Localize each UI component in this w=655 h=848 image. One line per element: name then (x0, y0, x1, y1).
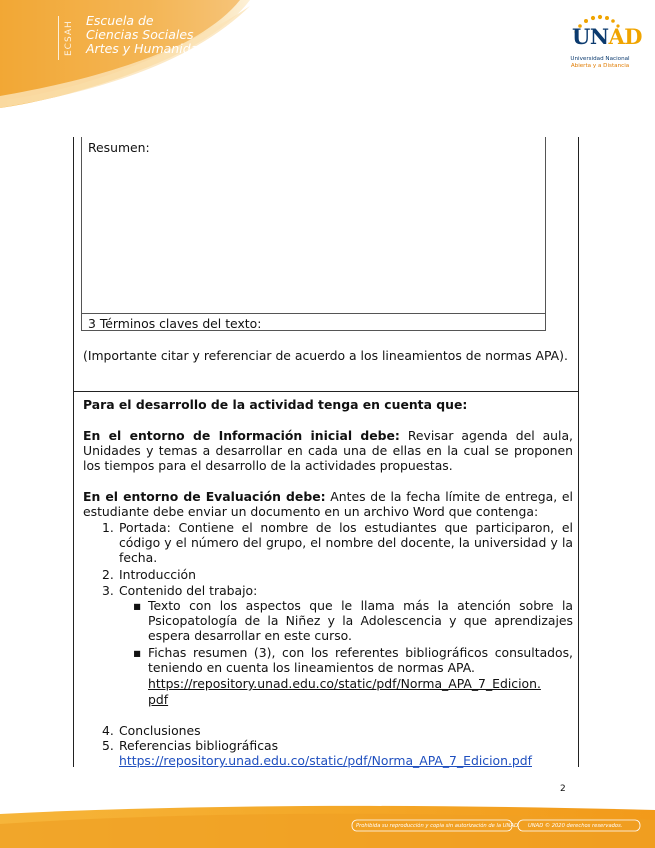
info-text: Revisar agenda del aula, Unidades y temas a desarrollar en cada una de ellas en la cual se proponen los tiempos para el desarrollo de la actividades propuestas. (83, 428, 574, 473)
list-item-2: Introducción (119, 567, 196, 582)
bullet-item-1: Texto con los aspectos que le llama más la atención sobre la Psicopatología de la Niñez y la Adolescencia y que aprendizajes espera desarrollar en este curso. (148, 598, 573, 643)
footer-notice-left: Prohibida su reproducción y copia sin autorización de la UNAD. (356, 823, 520, 829)
apa-reference-link[interactable]: https://repository.unad.edu.co/static/pdf/Norma_APA_7_Edicion.pdf (119, 753, 532, 768)
bullet-dot-1: ▪ (133, 598, 142, 613)
list-item-3: Contenido del trabajo: (119, 583, 258, 598)
consider-heading: Para el desarrollo de la actividad tenga en cuenta que: (83, 397, 468, 412)
apa-link-bullet-line1[interactable]: https://repository.unad.edu.co/static/pdf/Norma_APA_7_Edicion. (148, 676, 541, 691)
list-num-5: 5. (102, 738, 114, 753)
unad-logo-text (572, 24, 642, 49)
bullet-item-2: Fichas resumen (3), con los referentes bibliográficos consultados, teniendo en cuenta los lineamientos de normas APA. (148, 645, 573, 675)
apa-note: (Importante citar y referenciar de acuerdo a los lineamientos de normas APA). (83, 348, 568, 363)
unad-logo-ad: AD (608, 24, 643, 49)
info-paragraph (83, 428, 573, 473)
list-num-4: 4. (102, 723, 114, 738)
school-name-line3: Artes y Humanidades (86, 41, 221, 56)
list-item-4: Conclusiones (119, 723, 201, 738)
school-name-line1: Escuela de (86, 13, 154, 28)
resumen-separator (81, 313, 546, 314)
bullet-dot-2: ▪ (133, 645, 142, 660)
eval-text: Antes de la fecha límite de entrega, el estudiante debe enviar un documento en un archivo Word que contenga: (83, 489, 573, 519)
school-name-line2: Ciencias Sociales (86, 27, 194, 42)
list-item-5: Referencias bibliográficas (119, 738, 279, 753)
list-num-1: 1. (102, 520, 114, 535)
apa-link-bullet-line2[interactable]: pdf (148, 692, 169, 707)
eval-paragraph (83, 489, 573, 519)
unad-logo-subtitle (566, 56, 634, 69)
list-item-1: Portada: Contiene el nombre de los estudiantes que participaron, el código y el número del grupo, el nombre del docente, la universidad y la fecha. (119, 520, 573, 565)
terminos-label: 3 Términos claves del texto: (88, 316, 262, 331)
footer-notice-right: UNAD © 2020 derechos reservados. (528, 823, 623, 829)
page-number: 2 (560, 784, 566, 794)
list-num-2: 2. (102, 567, 114, 582)
resumen-box (81, 137, 546, 331)
unad-sub1: Universidad Nacional (570, 56, 630, 62)
school-name (86, 14, 220, 56)
unad-sub2: Abierta y a Distancia (570, 62, 630, 69)
ecsah-label: ECSAH (58, 16, 79, 60)
eval-bold: En el entorno de Evaluación debe: (83, 489, 326, 504)
unad-logo-un: UN (572, 24, 609, 49)
resumen-label: Resumen: (88, 140, 150, 155)
info-bold: En el entorno de Información inicial debe: (83, 428, 400, 443)
row-separator (73, 391, 579, 392)
list-num-3: 3. (102, 583, 114, 598)
